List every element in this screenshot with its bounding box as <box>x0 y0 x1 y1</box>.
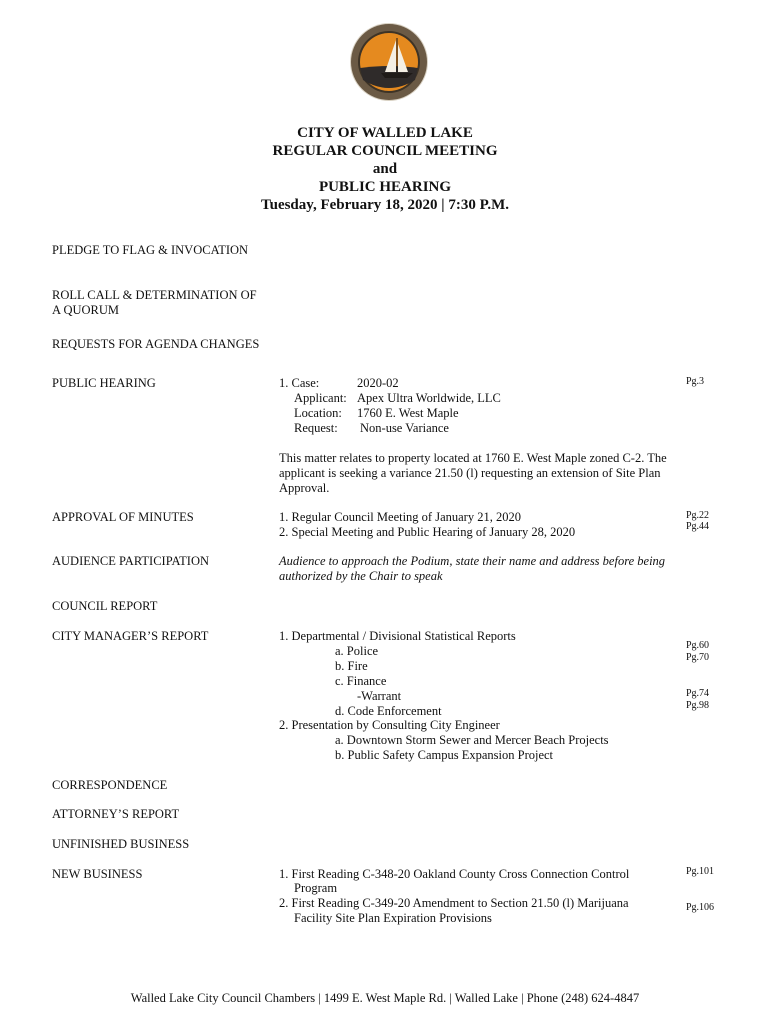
page-ref: Pg.3 <box>686 376 705 387</box>
page-ref: Pg.60 <box>686 640 710 651</box>
request-label: Request: <box>294 421 338 435</box>
report-subitem: b. Fire <box>335 659 368 673</box>
request-value: Non-use Variance <box>360 421 449 435</box>
section-unfinished: UNFINISHED BUSINESS <box>52 837 190 851</box>
business-item-cont: Program <box>294 881 338 895</box>
title-line: REGULAR COUNCIL MEETING <box>272 143 498 159</box>
applicant-value: Apex Ultra Worldwide, LLC <box>357 391 501 405</box>
section-new-business: NEW BUSINESS <box>52 867 143 881</box>
section-roll-call: ROLL CALL & DETERMINATION OF <box>52 288 257 302</box>
page-ref: Pg.101 <box>686 866 715 877</box>
case-label: 1. Case: <box>279 376 320 390</box>
section-pledge: PLEDGE TO FLAG & INVOCATION <box>52 243 249 257</box>
page-ref: Pg.70 <box>686 652 710 663</box>
applicant-label: Applicant: <box>294 391 347 405</box>
agenda-title <box>0 124 770 214</box>
audience-note: Audience to approach the Podium, state their name and address before being authorized by the Chair to speak <box>279 554 666 583</box>
meeting-date: Tuesday, February 18, 2020 | 7:30 P.M. <box>260 197 510 213</box>
case-value: 2020-02 <box>357 376 399 390</box>
report-item: 1. Departmental / Divisional Statistical Reports <box>279 629 516 643</box>
footer-address: Walled Lake City Council Chambers | 1499 E. West Maple Rd. | Walled Lake | Phone (248) 624-4847 <box>130 991 640 1005</box>
page-ref: Pg.44 <box>686 521 710 532</box>
title-line: CITY OF WALLED LAKE <box>297 125 473 141</box>
business-item-cont: Facility Site Plan Expiration Provisions <box>294 911 492 925</box>
location-label: Location: <box>294 406 342 420</box>
section-approval-minutes: APPROVAL OF MINUTES <box>52 510 194 524</box>
report-subitem: c. Finance <box>335 674 387 688</box>
section-audience: AUDIENCE PARTICIPATION <box>52 554 210 568</box>
section-attorney: ATTORNEY’S REPORT <box>52 807 180 821</box>
report-subitem: b. Public Safety Campus Expansion Project <box>335 748 554 762</box>
report-subitem: -Warrant <box>357 689 402 703</box>
section-correspondence: CORRESPONDENCE <box>52 778 168 792</box>
page-ref: Pg.22 <box>686 510 710 521</box>
minutes-item: 2. Special Meeting and Public Hearing of January 28, 2020 <box>279 525 576 539</box>
section-roll-call-cont: A QUORUM <box>52 303 120 317</box>
business-item: 1. First Reading C-348-20 Oakland County Cross Connection Control <box>279 867 630 881</box>
section-city-manager: CITY MANAGER’S REPORT <box>52 629 209 643</box>
report-subitem: a. Police <box>335 644 379 658</box>
report-item: 2. Presentation by Consulting City Engineer <box>279 718 500 732</box>
report-subitem: d. Code Enforcement <box>335 704 442 718</box>
title-line: and <box>372 161 398 177</box>
city-seal-logo <box>349 22 429 102</box>
hearing-description: This matter relates to property located at 1760 E. West Maple zoned C-2. The applicant is seeking a variance 21.50 (l) requesting an extension of Site Plan Approval. <box>279 451 667 495</box>
page-ref: Pg.74 <box>686 688 710 699</box>
minutes-item: 1. Regular Council Meeting of January 21, 2020 <box>279 510 521 524</box>
section-agenda-changes: REQUESTS FOR AGENDA CHANGES <box>52 337 260 351</box>
title-line: PUBLIC HEARING <box>318 179 452 195</box>
location-value: 1760 E. West Maple <box>357 406 459 420</box>
section-public-hearing: PUBLIC HEARING <box>52 376 156 390</box>
report-subitem: a. Downtown Storm Sewer and Mercer Beach Projects <box>335 733 609 747</box>
page-ref: Pg.106 <box>686 902 715 913</box>
business-item: 2. First Reading C-349-20 Amendment to Section 21.50 (l) Marijuana <box>279 896 629 910</box>
section-council-report: COUNCIL REPORT <box>52 599 158 613</box>
page-ref: Pg.98 <box>686 700 710 711</box>
